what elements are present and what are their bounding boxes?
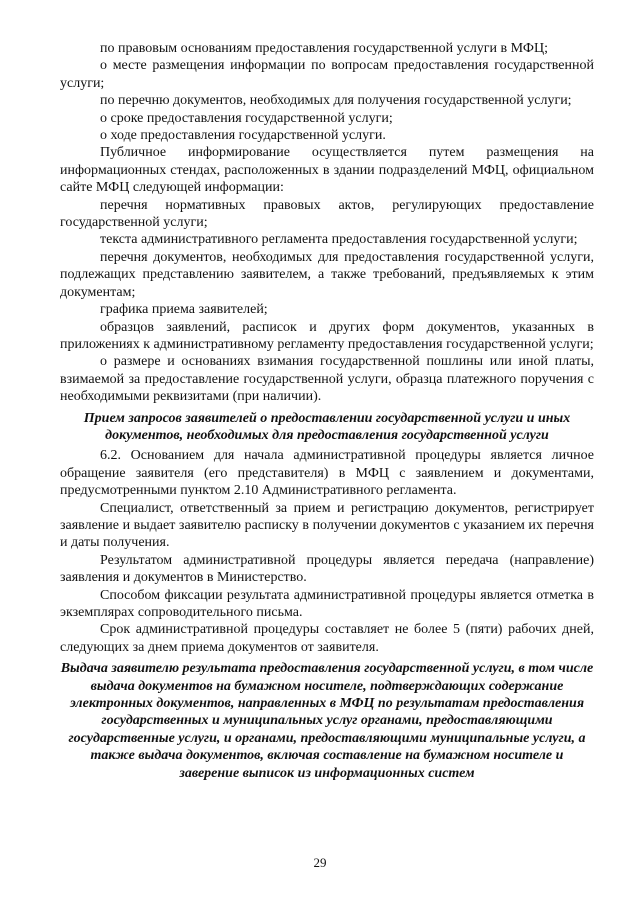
paragraph: Способом фиксации результата административной процедуры является отметка в экземплярах сопроводительного письма. [60,587,594,620]
paragraph: о сроке предоставления государственной услуги; [100,110,393,126]
paragraph: образцов заявлений, расписок и других форм документов, указанных в приложениях к административному регламенту предоставления государственной услуги; [60,319,594,352]
paragraph: перечня документов, необходимых для предоставления государственной услуги, подлежащих представлению заявителем, а также требований, предъявляемых к этим документам; [60,249,594,300]
paragraph: по правовым основаниям предоставления государственной услуги в МФЦ; [100,41,548,56]
paragraph: Срок административной процедуры составляет не более 5 (пяти) рабочих дней, следующих за днем приема документов от заявителя. [60,622,594,655]
paragraph: графика приема заявителей; [100,302,268,318]
paragraph: перечня нормативных правовых актов, регулирующих предоставление государственной услуги; [60,197,594,231]
paragraph: о размере и основаниях взимания государственной пошлины или иной платы, взимаемой за предоставление государственной услуги, образца платежного поручения с необходимыми реквизитами (при наличии). [60,354,594,405]
paragraph: о ходе предоставления государственной услуги. [100,128,386,144]
page-number: 29 [313,855,327,870]
document-page [60,40,594,785]
paragraph: Результатом административной процедуры является передача (направление) заявления и документов в Министерство. [60,552,594,586]
paragraph: Специалист, ответственный за прием и регистрацию документов, регистрирует заявление и выдает заявителю расписку в получении документов с указанием их перечня и даты получения. [60,500,594,551]
paragraph: о месте размещения информации по вопросам предоставления государственной услуги; [60,58,594,91]
paragraph: текста административного регламента предоставления государственной услуги; [100,232,578,248]
paragraph: 6.2. Основанием для начала административной процедуры является личное обращение заявителя (его представителя) в МФЦ с заявлением и документами, предусмотренными пунктом 2.10 Административного регламента. [60,448,594,499]
paragraph: Публичное информирование осуществляется путем размещения на информационных стендах, расположенных в здании подразделений МФЦ, официальном сайте МФЦ следующей информации: [60,145,594,196]
section-heading: Выдача заявителю результата предоставления государственной услуги, в том числе выдача документов на бумажном носителе, подтверждающих содержание электронных документов, направленных в МФЦ по результатам предоставления государственных и муниципальных услуг органами, предоставляющими государственные услуги, и органами, предоставляющими муниципальные услуги, а также выдача документов, включая составление на бумажном носителе и заверение выписок из информационных систем [60,661,594,781]
paragraph: по перечню документов, необходимых для получения государственной услуги; [100,93,572,109]
section-heading: Прием запросов заявителей о предоставлении государственной услуги и иных документов, необходимых для предоставления государственной услуги [83,410,571,443]
